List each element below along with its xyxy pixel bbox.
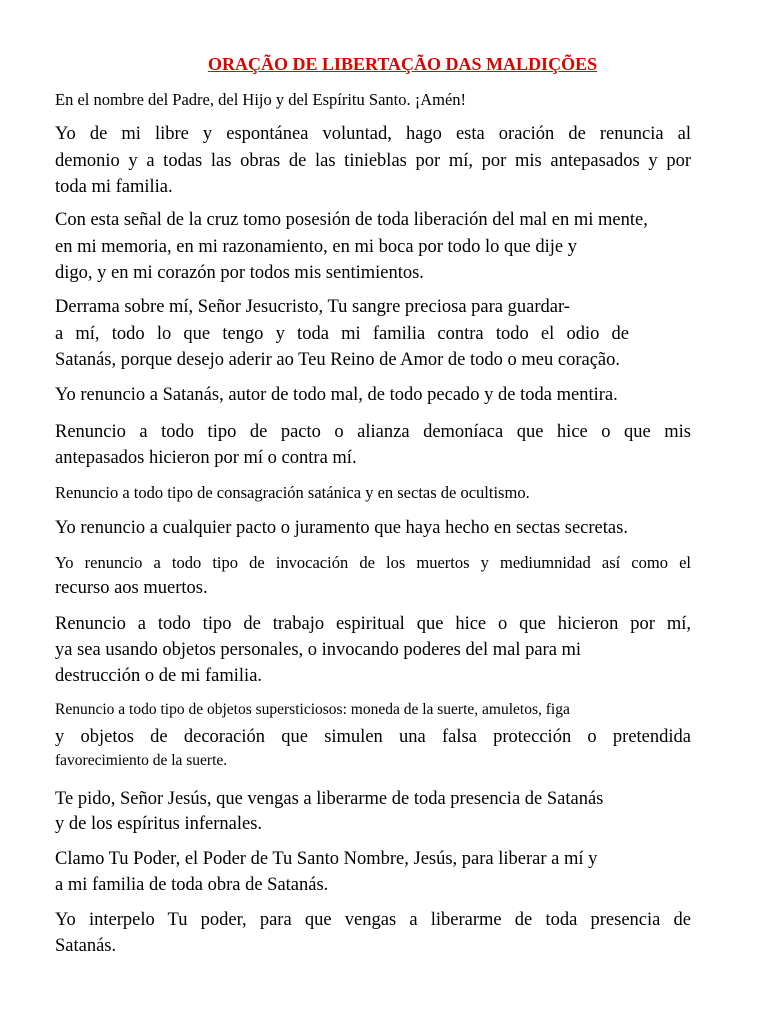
paragraph-line: Yo interpelo Tu poder, para que vengas a liberarme de toda presencia de [55, 910, 691, 930]
paragraph-line: y de los espíritus infernales. [55, 814, 263, 834]
paragraph-line: Renuncio a todo tipo de trabajo espiritual que hice o que hicieron por mí, [55, 614, 691, 634]
paragraph-line: Renuncio a todo tipo de pacto o alianza demoníaca que hice o que mis [55, 422, 691, 442]
paragraph-line: Te pido, Señor Jesús, que vengas a liberarme de toda presencia de Satanás [55, 789, 604, 809]
paragraph-line: Renuncio a todo tipo de consagración satánica y en sectas de ocultismo. [55, 483, 530, 502]
paragraph-line: Yo renuncio a todo tipo de invocación de los muertos y mediumnidad así como el [55, 553, 691, 572]
intro-line: En el nombre del Padre, del Hijo y del Espíritu Santo. ¡Amén! [55, 90, 467, 109]
paragraph-line: ya sea usando objetos personales, o invocando poderes del mal para mi [55, 640, 582, 660]
paragraph-line: Satanás, porque desejo aderir ao Teu Reino de Amor de todo o meu coração. [55, 350, 620, 370]
paragraph-line: toda mi familia. [55, 177, 173, 197]
paragraph-line: recurso aos muertos. [55, 578, 208, 598]
paragraph-line: destrucción o de mi familia. [55, 666, 263, 686]
page-title: ORAÇÃO DE LIBERTAÇÃO DAS MALDIÇÕES [208, 54, 598, 74]
paragraph-line: Yo renuncio a cualquier pacto o juramento que haya hecho en sectas secretas. [55, 518, 628, 538]
paragraph-line: a mi familia de toda obra de Satanás. [55, 875, 329, 895]
paragraph-line: Derrama sobre mí, Señor Jesucristo, Tu sangre preciosa para guardar- [55, 297, 570, 317]
paragraph-line: Yo de mi libre y espontánea voluntad, hago esta oración de renuncia al [55, 124, 691, 144]
paragraph-line: Yo renuncio a Satanás, autor de todo mal, de todo pecado y de toda mentira. [55, 385, 618, 405]
paragraph-line: Clamo Tu Poder, el Poder de Tu Santo Nombre, Jesús, para liberar a mí y [55, 849, 598, 869]
paragraph-line: antepasados hicieron por mí o contra mí. [55, 448, 357, 468]
paragraph-line: Satanás. [55, 936, 117, 956]
paragraph-line: digo, y en mi corazón por todos mis sentimientos. [55, 263, 424, 283]
paragraph-line: Renuncio a todo tipo de objetos supersticiosos: moneda de la suerte, amuletos, figa [55, 701, 570, 718]
paragraph-line: favorecimiento de la suerte. [55, 752, 228, 769]
paragraph-line: demonio y a todas las obras de las tinieblas por mí, por mis antepasados y por [55, 151, 691, 171]
paragraph-line: a mí, todo lo que tengo y toda mi familia contra todo el odio de [55, 324, 629, 344]
paragraph-line: y objetos de decoración que simulen una falsa protección o pretendida [55, 727, 691, 747]
paragraph-line: Con esta señal de la cruz tomo posesión de toda liberación del mal en mi mente, [55, 210, 648, 230]
paragraph-line: en mi memoria, en mi razonamiento, en mi boca por todo lo que dije y [55, 237, 577, 257]
